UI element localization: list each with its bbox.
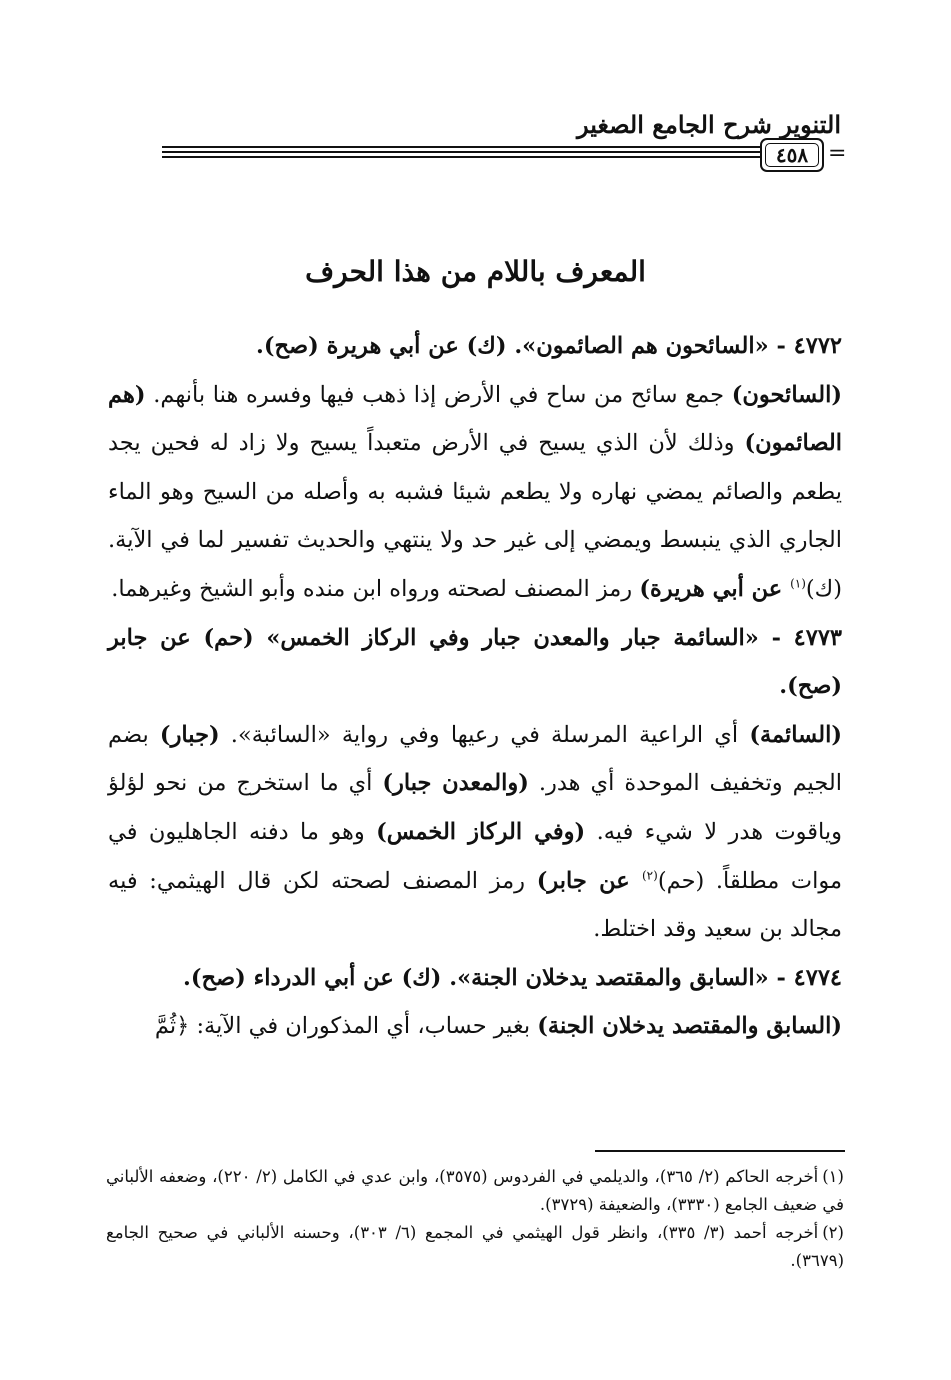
footnote-text: أخرجه الحاكم (٢/ ٣٦٥)، والديلمي في الفردوس (٣٥٧٥)، وابن عدي في الكامل (٢/ ٢٢٠)، وضعفه الألباني في ضعيف الجامع (٣٣٣٠)، والضعيفة (٣٧٢٩).	[106, 1167, 844, 1214]
page-number: ٤٥٨	[775, 143, 809, 167]
text-run: جمع سائح من ساح في الأرض إذا ذهب فيها وفسره هنا بأنهم.	[145, 381, 732, 408]
hadith-4773: ٤٧٧٣ - «السائمة جبار والمعدن جبار وفي الركاز الخمس» (حم) عن جابر (صح).	[108, 624, 842, 700]
term: عن أبي هريرة)	[639, 575, 791, 602]
header-rule	[162, 146, 760, 158]
hadith-4772: ٤٧٧٢ - «السائحون هم الصائمون». (ك) عن أبي هريرة (صح).	[256, 333, 842, 359]
footnotes	[106, 1163, 844, 1275]
footnote-ref: (٢)	[641, 868, 658, 883]
footnote-mark: (٢)	[822, 1223, 844, 1242]
term: (هم الصائمون)	[108, 381, 842, 457]
text-run: وهو ما دفنه الجاهليون في موات مطلقاً. (حم)	[108, 818, 842, 894]
term: (جبار)	[159, 721, 220, 748]
text-run: بغير حساب، أي المذكوران في الآية: ﴿ثُمَّ	[154, 1013, 538, 1040]
term: (السائمة)	[749, 721, 842, 748]
text-run: وذلك لأن الذي يسيح في الأرض متعبداً يسيح ولا زاد له فحين يجد يطعم والصائم يمضي نهاره ولا يطعم شيئا فشبه به وأصله من السيح وهو الماء الجاري الذي ينبسط ويمضي إلى غير حد ولا ينتهي والحديث تفسير لما في الآية. (ك)	[108, 430, 842, 602]
text-run: أي الراعية المرسلة في رعيها وفي رواية «السائبة».	[219, 721, 750, 748]
commentary-4773	[108, 711, 842, 954]
term: (والمعدن جبار)	[382, 770, 529, 797]
main-text	[108, 322, 842, 1051]
ornament-mark: =	[828, 141, 847, 166]
footnote-mark: (١)	[822, 1167, 844, 1186]
footnote-separator	[595, 1150, 845, 1152]
footnote-1	[106, 1163, 844, 1219]
commentary-4772	[108, 371, 842, 614]
commentary-4774	[108, 1002, 842, 1051]
term: (السائحون)	[731, 381, 842, 408]
hadith-4774: ٤٧٧٤ - «السابق والمقتصد يدخلان الجنة». (ك) عن أبي الدرداء (صح).	[183, 964, 842, 991]
text-run: رمز المصنف لصحته لكن قال الهيثمي: فيه مجالد بن سعيد وقد اختلط.	[108, 867, 842, 943]
page-number-frame	[760, 138, 824, 172]
text-run: أي ما استخرج من نحو لؤلؤ وياقوت هدر لا شيء فيه.	[108, 770, 842, 845]
section-heading: المعرف باللام من هذا الحرف	[305, 255, 646, 288]
footnote-text: أخرجه أحمد (٣/ ٣٣٥)، وانظر قول الهيثمي في المجمع (٦/ ٣٠٣)، وحسنه الألباني في صحيح الجامع (٣٦٧٩).	[106, 1223, 844, 1270]
text-run: بضم الجيم وتخفيف الموحدة أي هدر.	[108, 721, 842, 797]
term: (السابق والمقتصد يدخلان الجنة)	[537, 1013, 842, 1040]
running-header-title: التنوير شرح الجامع الصغير	[577, 110, 841, 139]
term: (وفي الركاز الخمس)	[376, 818, 586, 845]
text-run: رمز المصنف لصحته ورواه ابن منده وأبو الشيخ وغيرهما.	[111, 575, 640, 602]
footnote-2	[106, 1219, 844, 1275]
footnote-ref: (١)	[790, 576, 806, 591]
term: عن جابر)	[536, 867, 642, 894]
